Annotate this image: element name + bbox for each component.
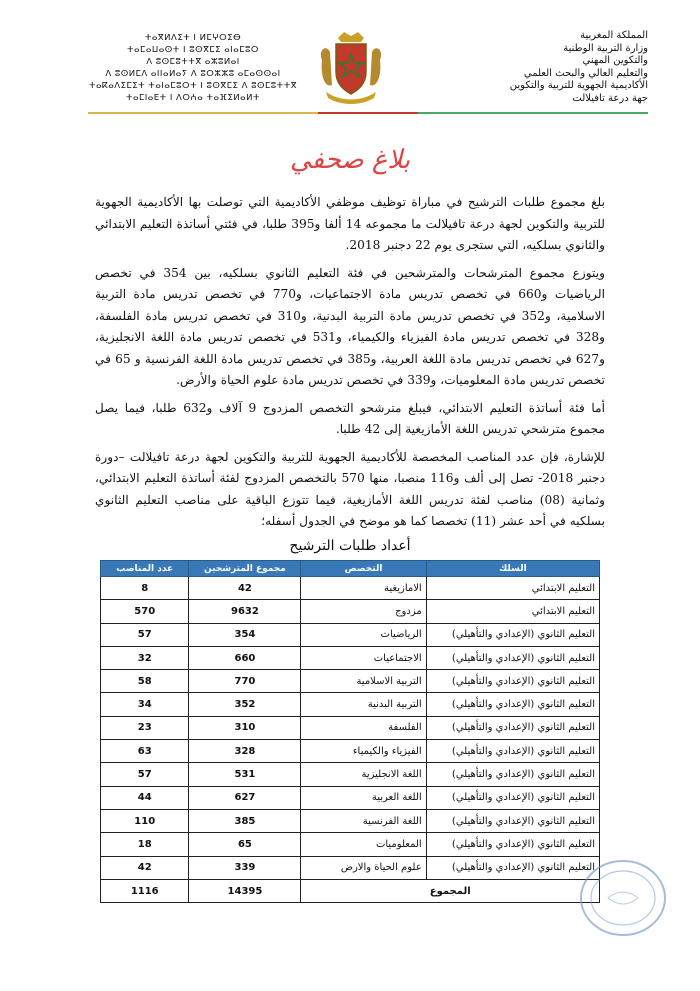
table-row	[101, 716, 600, 739]
cell-cycle: التعليم الثانوي (الإعدادي والتأهيلي)	[426, 786, 599, 809]
cell-candidates: 770	[189, 670, 301, 693]
cell-cycle: التعليم الثانوي (الإعدادي والتأهيلي)	[426, 740, 599, 763]
cell-posts: 57	[101, 623, 189, 646]
letterhead-line: جهة درعة تافيلالت	[572, 92, 648, 104]
letterhead	[88, 30, 648, 125]
letterhead-line: ⵜⴰⵎⴰⵡⴰⵙⵜ ⵏ ⵓⵙⴳⵎⵉ ⴰⵏⴰⵎⵓⵔ	[127, 45, 259, 55]
page-title: بلاغ صحفي	[289, 145, 411, 175]
cell-cycle: التعليم الثانوي (الإعدادي والتأهيلي)	[426, 833, 599, 856]
cell-specialty: الفلسفة	[301, 716, 426, 739]
letterhead-line: وزارة التربية الوطنية	[563, 42, 648, 54]
table-row	[101, 577, 600, 600]
paragraph: ويتوزع مجموع المترشحات والمترشحين في فئة التعليم الثانوي بسلكيه، بين 354 في تخصص الرياضيات و660 في تخصص تدريس مادة الاجتماعيات، و770 في تخصص تدريس مادة التربية الاسلامية، و352 في تخصص تدريس مادة التربية البدنية، و310 في تخصص تدريس مادة الفلسفة، و328 في تخصص تدريس مادة الفيزياء والكيمياء، و531 في تخصص تدريس مادة اللغة الانجليزية، و627 في تخصص تدريس مادة اللغة العربية، و385 في تخصص تدريس مادة اللغة الفرنسية و 65 في تخصص تدريس مادة المعلوميات، و339 في تخصص تدريس مادة علوم الحياة والأرض.	[95, 265, 606, 387]
table-row	[101, 809, 600, 832]
cell-specialty: الامازيغية	[301, 577, 426, 600]
letterhead-line: والتكوين المهني	[582, 55, 648, 66]
table-row	[101, 856, 600, 879]
cell-specialty: اللغة الانجليزية	[301, 763, 426, 786]
cell-specialty: علوم الحياة والارض	[301, 856, 426, 879]
cell-posts: 18	[101, 833, 189, 856]
cell-candidates: 328	[189, 740, 301, 763]
header-posts: عدد المناصب	[101, 561, 189, 577]
cell-specialty: الرياضيات	[301, 623, 426, 646]
cell-specialty: مزدوج	[301, 600, 426, 623]
table-total-row	[101, 879, 600, 902]
cell-specialty: التربية الاسلامية	[301, 670, 426, 693]
cell-posts: 44	[101, 786, 189, 809]
total-label: المجموع	[301, 879, 600, 902]
cell-cycle: التعليم الثانوي (الإعدادي والتأهيلي)	[426, 809, 599, 832]
table-row	[101, 833, 600, 856]
cell-candidates: 660	[189, 646, 301, 669]
cell-cycle: التعليم الثانوي (الإعدادي والتأهيلي)	[426, 670, 599, 693]
cell-cycle: التعليم الثانوي (الإعدادي والتأهيلي)	[426, 856, 599, 879]
table-row	[101, 646, 600, 669]
cell-candidates: 531	[189, 763, 301, 786]
cell-cycle: التعليم الثانوي (الإعدادي والتأهيلي)	[426, 763, 599, 786]
header-specialty: التخصص	[301, 561, 426, 577]
cell-candidates: 354	[189, 623, 301, 646]
cell-posts: 23	[101, 716, 189, 739]
letterhead-line: ⵜⴰⴳⵍⴷⵉⵜ ⵏ ⵍⵎⵖⵔⵉⴱ	[144, 33, 242, 43]
cell-cycle: التعليم الابتدائي	[426, 577, 599, 600]
paragraph: بلغ مجموع طلبات الترشيح في مباراة توظيف موظفي الأكاديمية التي توصلت بها الأكاديمية الجهوية للتربية والتكوين لجهة درعة تافيلالت ما مجموعه 14 ألفا و395 طلبا، في فئتي أساتذة التعليم الابتدائي والثانوي بسلكيه، التي ستجرى يوم 22 دجنبر 2018.	[95, 195, 605, 252]
letterhead-line: الأكاديمية الجهوية للتربية والتكوين	[509, 80, 648, 91]
cell-candidates: 9632	[189, 600, 301, 623]
table-row	[101, 786, 600, 809]
cell-posts: 8	[101, 577, 189, 600]
cell-posts: 34	[101, 693, 189, 716]
cell-specialty: الاجتماعيات	[301, 646, 426, 669]
cell-posts: 570	[101, 600, 189, 623]
official-stamp-icon	[578, 858, 668, 938]
table-row	[101, 763, 600, 786]
candidates-table	[100, 560, 600, 903]
cell-candidates: 339	[189, 856, 301, 879]
cell-specialty: الفيزياء والكيمياء	[301, 740, 426, 763]
cell-candidates: 310	[189, 716, 301, 739]
cell-cycle: التعليم الثانوي (الإعدادي والتأهيلي)	[426, 646, 599, 669]
table-row	[101, 670, 600, 693]
header-divider	[88, 112, 648, 116]
letterhead-tifinagh	[88, 32, 298, 104]
cell-specialty: اللغة العربية	[301, 786, 426, 809]
letterhead-line: ⵜⴰⴽⴰⴷⵉⵎⵉⵜ ⵜⴰⵏⴰⵎⵓⵔⵜ ⵏ ⵓⵙⴳⵎⵉ ⴷ ⵓⵙⵎⵓⵜⵜⴳ	[88, 81, 298, 91]
cell-specialty: المعلوميات	[301, 833, 426, 856]
cell-candidates: 42	[189, 577, 301, 600]
cell-candidates: 65	[189, 833, 301, 856]
paragraph: للإشارة، فإن عدد المناصب المخصصة للأكاديمية الجهوية للتربية والتكوين لجهة درعة تافيلالت –دورة دجنبر 2018- تصل إلى ألف و116 منصبا، منها 570 بالتخصص المزدوج لفئة أساتذة التعليم الابتدائي، وثمانية (08) مناصب لفئة تدريس اللغة الأمازيغية، فيما تتوزع الباقية على مناصب التعليم الثانوي بسلكيه في أحد عشر (11) تخصصا كما هو موضح في الجدول أسفله؛	[95, 449, 605, 528]
header-cycle: السلك	[426, 561, 599, 577]
letterhead-line: والتعليم العالي والبحث العلمي	[523, 67, 648, 79]
table-header-row	[101, 561, 600, 577]
cell-posts: 110	[101, 809, 189, 832]
total-candidates: 14395	[189, 879, 301, 902]
cell-posts: 58	[101, 670, 189, 693]
letterhead-line: ⴷ ⵓⵙⵍⵎⴷ ⴰⵏⵏⴰⵍⴰⵢ ⴷ ⵓⵔⵣⵣⵓ ⴰⵎⴰⵙⵙⴰⵏ	[105, 69, 281, 79]
cell-candidates: 352	[189, 693, 301, 716]
royal-coat-of-arms-icon	[316, 30, 386, 105]
total-posts: 1116	[101, 879, 189, 902]
cell-posts: 63	[101, 740, 189, 763]
cell-candidates: 385	[189, 809, 301, 832]
table-title: أعداد طلبات الترشيح	[289, 538, 411, 554]
cell-specialty: التربية البدنية	[301, 693, 426, 716]
table-row	[101, 693, 600, 716]
table-row	[101, 740, 600, 763]
cell-specialty: اللغة الفرنسية	[301, 809, 426, 832]
cell-cycle: التعليم الابتدائي	[426, 600, 599, 623]
letterhead-line: المملكة المغربية	[580, 30, 648, 41]
press-release-body	[95, 192, 605, 539]
cell-candidates: 627	[189, 786, 301, 809]
letterhead-line: ⴷ ⵓⵙⵎⵓⵜⵜⴳ ⴰⵣⵓⵍⴰⵏ	[146, 57, 240, 67]
table-row	[101, 600, 600, 623]
cell-cycle: التعليم الثانوي (الإعدادي والتأهيلي)	[426, 716, 599, 739]
cell-posts: 57	[101, 763, 189, 786]
cell-posts: 42	[101, 856, 189, 879]
header-candidates: مجموع المترشحين	[189, 561, 301, 577]
cell-cycle: التعليم الثانوي (الإعدادي والتأهيلي)	[426, 623, 599, 646]
table-row	[101, 623, 600, 646]
letterhead-line: ⵜⴰⵎⵏⴰⴹⵜ ⵏ ⴷⵔⵄⴰ ⵜⴰⴼⵉⵍⴰⵍⵜ	[125, 93, 261, 103]
letterhead-arabic	[448, 30, 648, 105]
paragraph: أما فئة أساتذة التعليم الابتدائي، فيبلغ مترشحو التخصص المزدوج 9 آلاف و632 طلبا، فيما يصل مجموع مترشحي تدريس اللغة الأمازيغية إلى 42 طلبا.	[95, 400, 605, 436]
cell-posts: 32	[101, 646, 189, 669]
cell-cycle: التعليم الثانوي (الإعدادي والتأهيلي)	[426, 693, 599, 716]
